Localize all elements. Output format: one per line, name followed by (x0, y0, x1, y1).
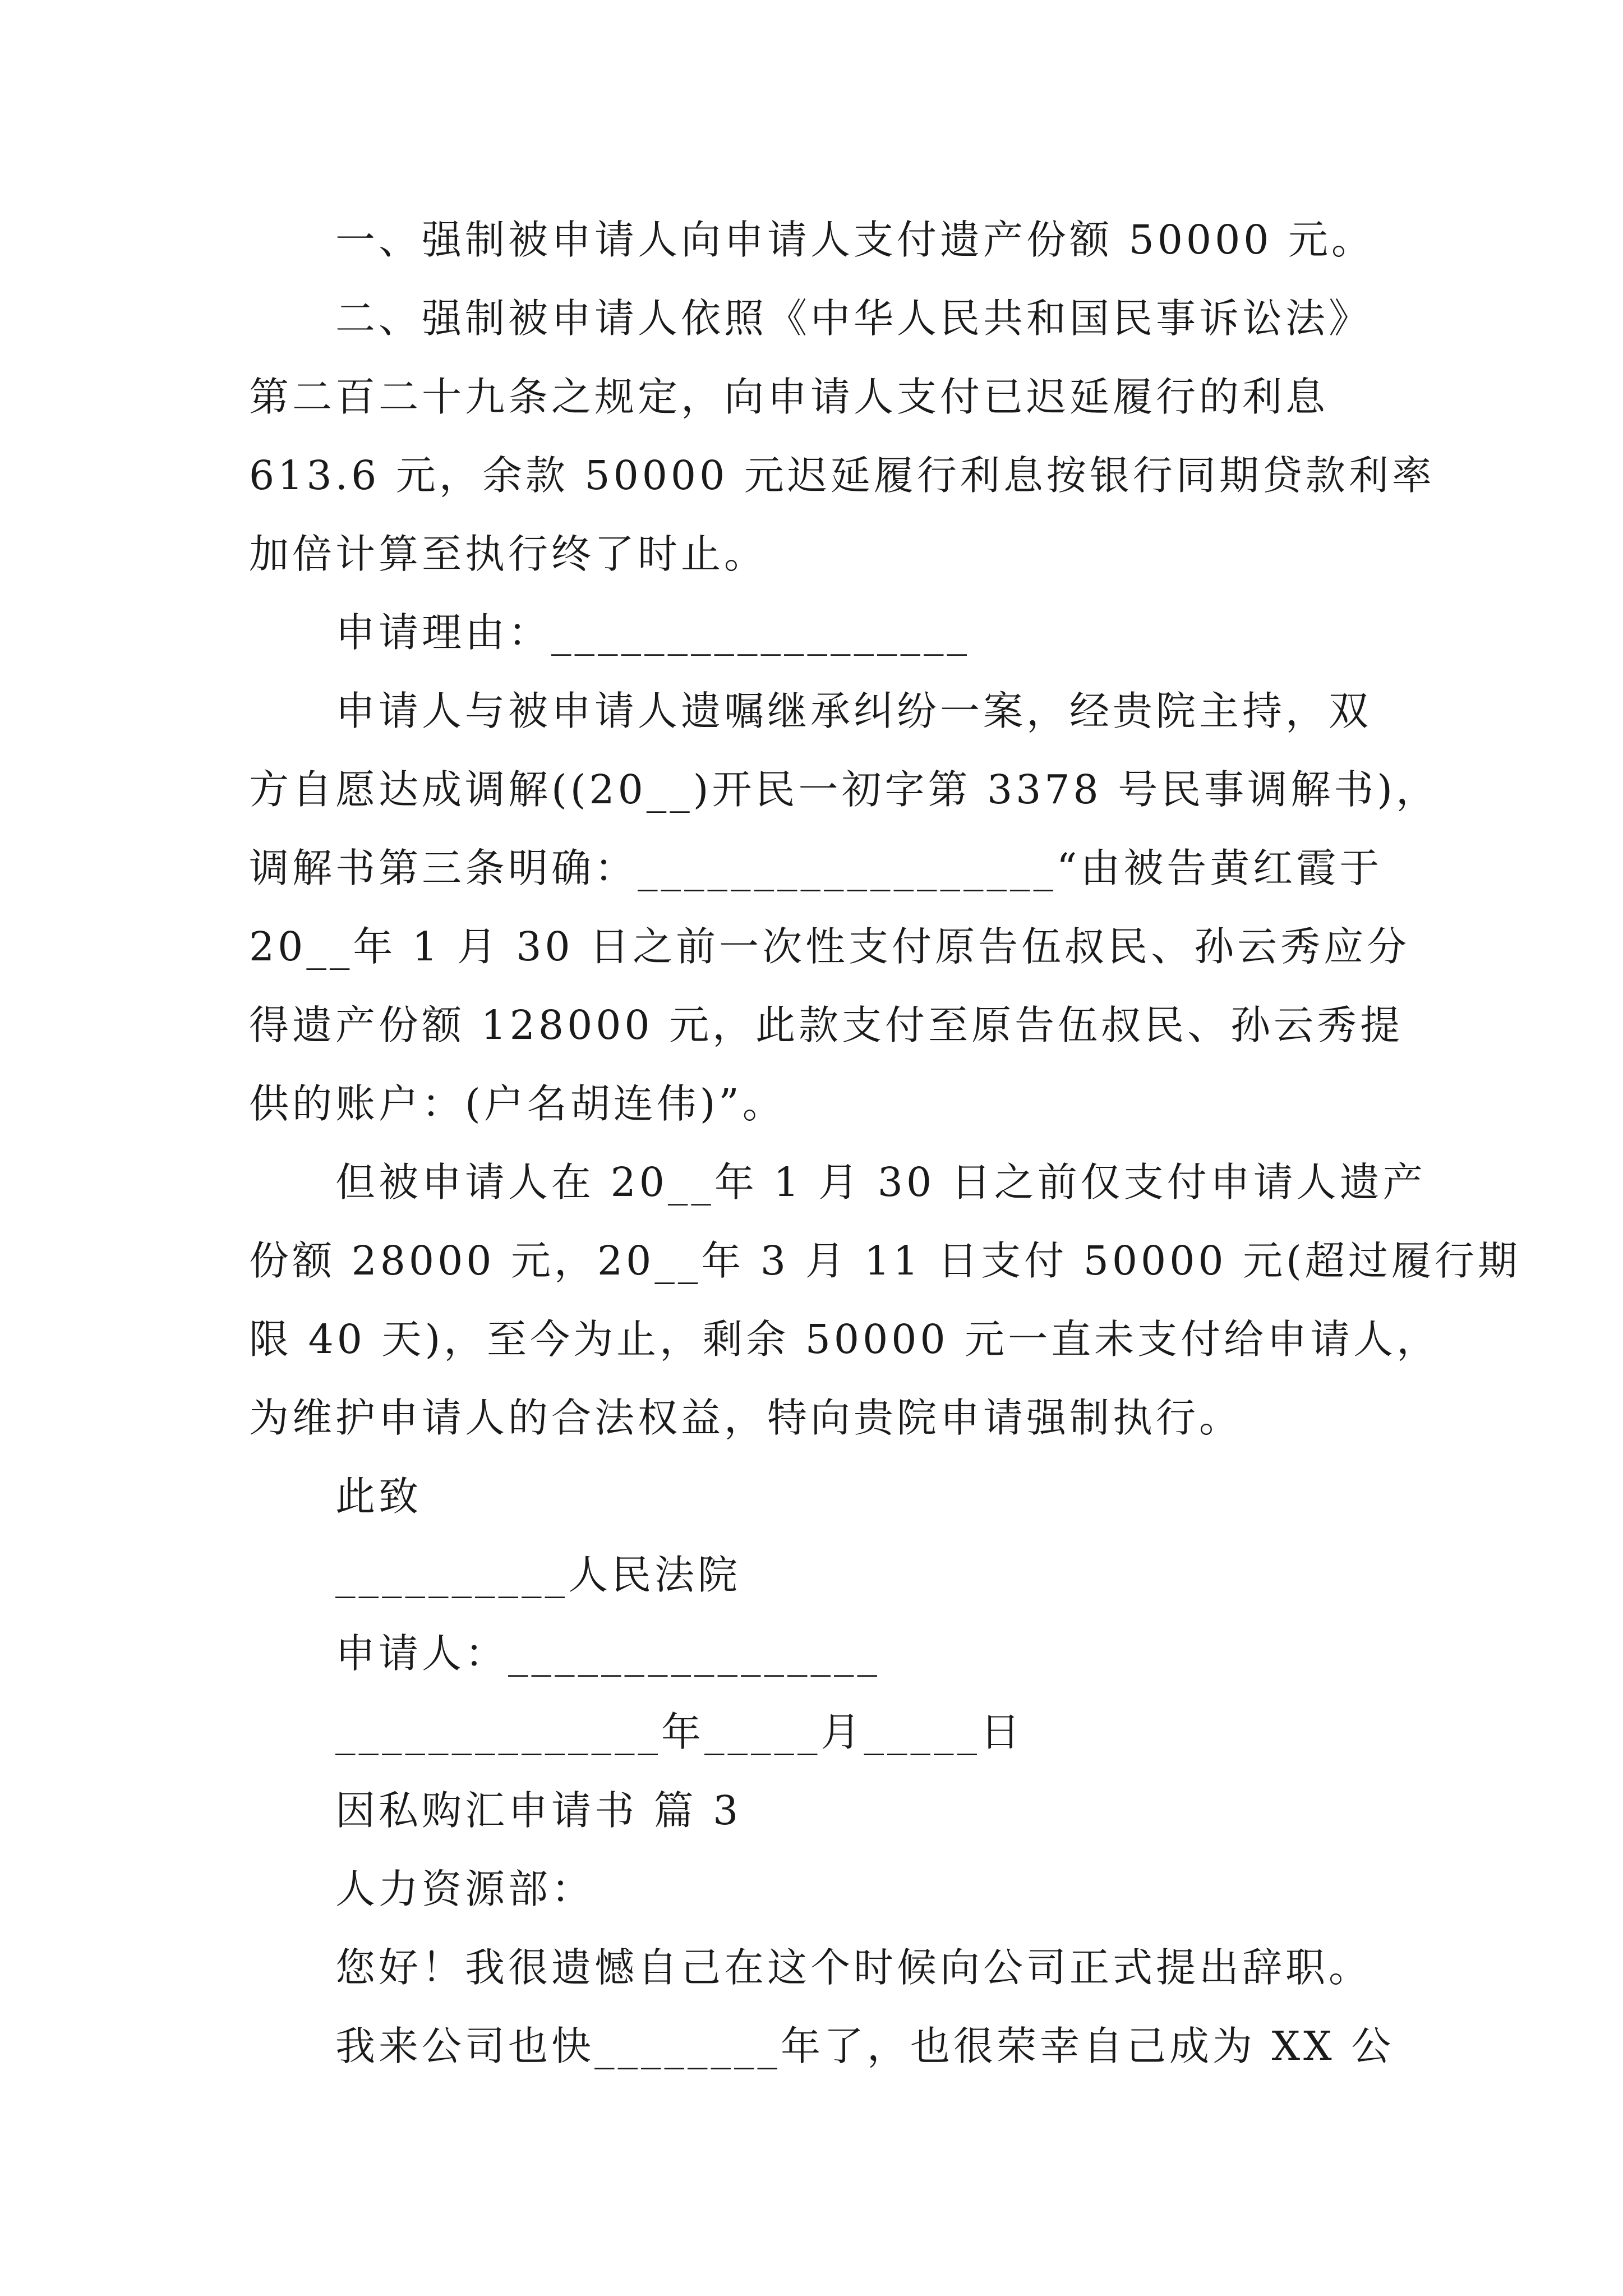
text-line: 20__年 1 月 30 日之前一次性支付原告伍叔民、孙云秀应分 (249, 923, 1410, 970)
text-line: 我来公司也快________年了，也很荣幸自己成为 XX 公 (335, 2023, 1395, 2069)
date-line: ______________年_____月_____日 (335, 1709, 1024, 1755)
text-line: 您好！我很遗憾自己在这个时候向公司正式提出辞职。 (335, 1944, 1372, 1991)
text-line: 份额 28000 元，20__年 3 月 11 日支付 50000 元(超过履行期 (249, 1237, 1521, 1284)
text-line: 613.6 元，余款 50000 元迟延履行利息按银行同期贷款利率 (249, 452, 1435, 499)
closing-line: 此致 (335, 1473, 422, 1520)
applicant-line: 申请人：________________ (335, 1630, 881, 1677)
text-line: 申请人与被申请人遗嘱继承纠纷一案，经贵院主持，双 (335, 688, 1372, 734)
text-line: 加倍计算至执行终了时止。 (249, 531, 768, 577)
text-line: 为维护申请人的合法权益，特向贵院申请强制执行。 (249, 1395, 1243, 1441)
text-line: 第二百二十九条之规定，向申请人支付已迟延履行的利息 (249, 374, 1329, 420)
text-line: 得遗产份额 128000 元，此款支付至原告伍叔民、孙云秀提 (249, 1002, 1404, 1048)
text-line: 但被申请人在 20__年 1 月 30 日之前仅支付申请人遗产 (335, 1159, 1426, 1205)
text-line: 供的账户：(户名胡连伟)”。 (249, 1080, 786, 1127)
text-line: 申请理由：__________________ (335, 609, 971, 656)
text-line: 一、强制被申请人向申请人支付遗产份额 50000 元。 (335, 217, 1375, 263)
text-line: 限 40 天)，至今为止，剩余 50000 元一直未支付给申请人， (249, 1316, 1440, 1363)
text-line: 调解书第三条明确：__________________“由被告黄红霞于 (249, 845, 1383, 891)
text-line: 方自愿达成调解((20__)开民一初字第 3378 号民事调解书)， (249, 766, 1439, 813)
court-line: __________人民法院 (335, 1552, 741, 1598)
recipient-line: 人力资源部： (335, 1866, 595, 1912)
text-line: 二、强制被申请人依照《中华人民共和国民事诉讼法》 (335, 295, 1372, 342)
section-heading: 因私购汇申请书 篇 3 (335, 1787, 742, 1834)
